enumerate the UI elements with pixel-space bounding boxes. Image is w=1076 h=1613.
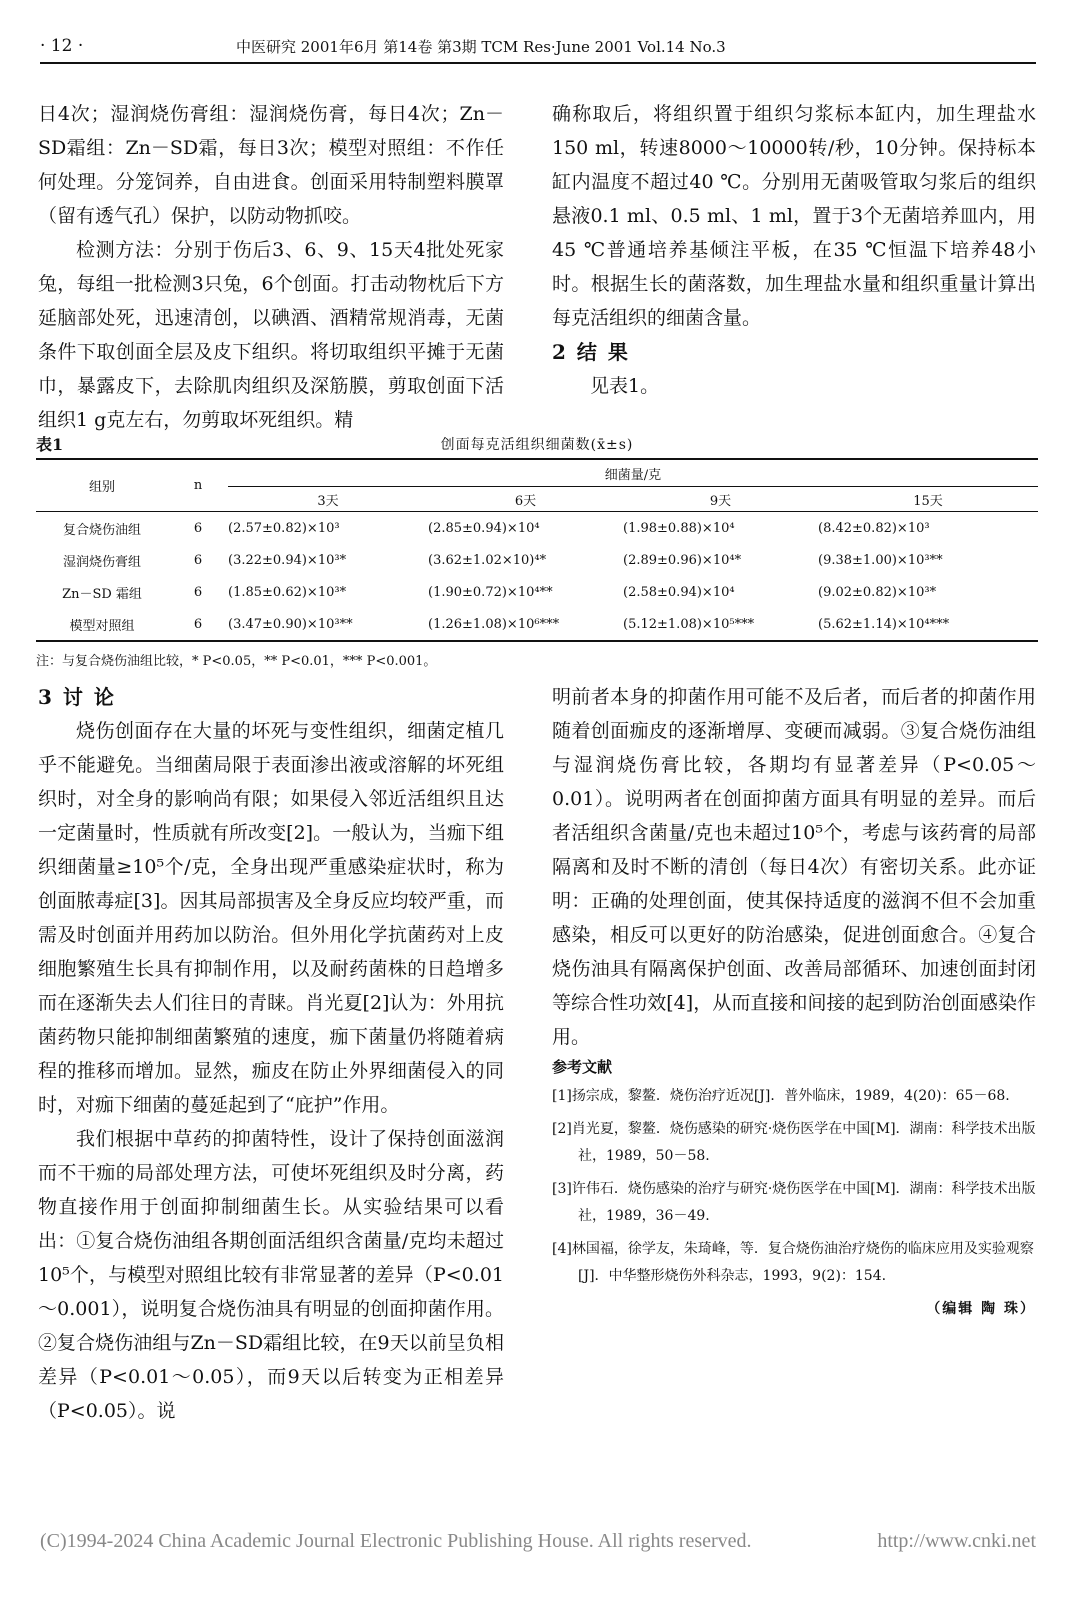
table-label: 表1: [36, 435, 64, 454]
header-day: 3天: [228, 487, 428, 512]
cell-n: 6: [193, 520, 203, 536]
paragraph: 见表1。: [590, 375, 660, 397]
cell-n: 6: [193, 552, 203, 568]
reference-item: [2]肖光夏，黎鳌．烧伤感染的研究·烧伤医学在中国[M]．湖南：科学技术出版社，1989，50－58.: [552, 1121, 1036, 1164]
references: [552, 1054, 1036, 1323]
cell-value: (8.42±0.82)×10³: [818, 520, 930, 536]
reference-item: [3]许伟石．烧伤感染的治疗与研究·烧伤医学在中国[M]．湖南：科学技术出版社，1989，36－49.: [552, 1181, 1036, 1224]
header-bacteria: 细菌量/克: [228, 459, 1038, 487]
cell-value: (3.47±0.90)×10³**: [228, 616, 353, 632]
cell-n: 6: [193, 616, 203, 632]
paragraph: 确称取后，将组织置于组织匀浆标本缸内，加生理盐水150 ml，转速8000～10000转/秒，10分钟。保持标本缸内温度不超过40 ℃。分别用无菌吸管取匀浆后的组织悬液0.1 ml、0.5 ml、1 ml，置于3个无菌培养皿内，用45 ℃普通培养基倾注平板，在35 ℃恒温下培养48小时。根据生长的菌落数，加生理盐水量和组织重量计算出每克活组织的细菌含量。: [552, 103, 1036, 329]
header-day: 9天: [623, 487, 818, 512]
body-column-1: [38, 97, 504, 437]
cell-value: (2.89±0.96)×10⁴*: [623, 552, 742, 568]
table-title: 创面每克活组织细菌数(x̄±s): [440, 437, 634, 453]
cell-n: 6: [193, 584, 203, 600]
header-day: 15天: [818, 487, 1038, 512]
cell-group: 湿润烧伤膏组: [62, 554, 141, 570]
body-column-3: [38, 680, 504, 1428]
references-heading: 参考文献: [552, 1058, 613, 1076]
cell-value: (5.12±1.08)×10⁵***: [623, 616, 755, 632]
cell-value: (5.62±1.14)×10⁴***: [818, 616, 950, 632]
bacteria-table: [36, 458, 1038, 642]
cell-value: (1.85±0.62)×10³*: [228, 584, 347, 600]
section-heading-results: 2 结 果: [552, 340, 630, 364]
body-column-2: [552, 97, 1036, 403]
section-heading-discussion: 3 讨 论: [38, 685, 116, 709]
cell-group: Zn－SD 霜组: [62, 586, 142, 602]
paragraph: 我们根据中草药的抑菌特性，设计了保持创面滋润而不干痂的局部处理方法，可使坏死组织及时分离，药物直接作用于创面抑制细菌生长。从实验结果可以看出：①复合烧伤油组各期创面活组织含菌量/克均未超过10⁵个，与模型对照组比较有非常显著的差异（P<0.01～0.001），说明复合烧伤油具有明显的创面抑菌作用。②复合烧伤油组与Zn－SD霜组比较，在9天以前呈负相差异（P<0.01～0.05），而9天以后转变为正相差异（P<0.05）。说: [38, 1128, 504, 1422]
copyright-notice: (C)1994-2024 China Academic Journal Electronic Publishing House. All rights reserved.: [40, 1530, 752, 1552]
paragraph: 明前者本身的抑菌作用可能不及后者，而后者的抑菌作用随着创面痂皮的逐渐增厚、变硬而减弱。③复合烧伤油组与湿润烧伤膏比较，各期均有显著差异（P<0.05～0.01）。说明两者在创面抑菌方面具有明显的差异。而后者活组织含菌量/克也未超过10⁵个，考虑与该药膏的局部隔离和及时不断的清创（每日4次）有密切关系。此亦证明：正确的处理创面，使其保持适度的滋润不但不会加重感染，相反可以更好的防治感染，促进创面愈合。④复合烧伤油具有隔离保护创面、改善局部循环、加速创面封闭等综合性功效[4]，从而直接和间接的起到防治创面感染作用。: [552, 686, 1036, 1048]
reference-item: [4]林国福，徐学友，朱琦峰，等．复合烧伤油治疗烧伤的临床应用及实验观察[J]．中华整形烧伤外科杂志，1993，9(2)：154.: [552, 1241, 1034, 1284]
header-day: 6天: [428, 487, 623, 512]
cell-value: (1.98±0.88)×10⁴: [623, 520, 735, 536]
cell-value: (2.58±0.94)×10⁴: [623, 584, 735, 600]
paragraph: 烧伤创面存在大量的坏死与变性组织，细菌定植几乎不能避免。当细菌局限于表面渗出液或溶解的坏死组织时，对全身的影响尚有限；如果侵入邻近活组织且达一定菌量时，性质就有所改变[2]。一般认为，当痂下组织细菌量≥10⁵个/克，全身出现严重感染症状时，称为创面脓毒症[3]。因其局部损害及全身反应均较严重，而需及时创面并用药加以防治。但外用化学抗菌药对上皮细胞繁殖生长具有抑制作用，以及耐药菌株的日趋增多而在逐渐失去人们往日的青睐。肖光夏[2]认为：外用抗菌药物只能抑制细菌繁殖的速度，痂下菌量仍将随着病程的推移而增加。显然，痂皮在防止外界细菌侵入的同时，对痂下细菌的蔓延起到了“庇护”作用。: [38, 720, 504, 1116]
table-row: [36, 576, 1038, 608]
body-column-4: [552, 680, 1036, 1323]
table-1: [36, 428, 1038, 669]
table-row: [36, 544, 1038, 576]
editor-credit: （编辑 陶 珠）: [926, 1301, 1036, 1317]
cell-value: (1.26±1.08)×10⁶***: [428, 616, 560, 632]
cell-group: 复合烧伤油组: [62, 522, 141, 538]
reference-item: [1]扬宗成，黎鳌．烧伤治疗近况[J]．普外临床，1989，4(20)：65－68.: [552, 1088, 1010, 1104]
header-rule: [40, 62, 1036, 64]
cell-value: (3.62±1.02×10)⁴*: [428, 552, 547, 568]
page-number: · 12 ·: [40, 36, 84, 56]
cell-value: (9.02±0.82)×10³*: [818, 584, 937, 600]
header-n: n: [168, 459, 228, 512]
table-note: 注：与复合烧伤油组比较，* P<0.05，** P<0.01，*** P<0.001。: [36, 654, 437, 669]
table-row: [36, 512, 1038, 545]
cell-value: (3.22±0.94)×10³*: [228, 552, 347, 568]
page-header: [40, 30, 1036, 64]
cell-value: (1.90±0.72)×10⁴**: [428, 584, 553, 600]
cell-value: (2.85±0.94)×10⁴: [428, 520, 540, 536]
paragraph: 检测方法：分别于伤后3、6、9、15天4批处死家兔，每组一批检测3只兔，6个创面。打击动物枕后下方延脑部处死，迅速清创，以碘酒、酒精常规消毒，无菌条件下取创面全层及皮下组织。将切取组织平摊于无菌巾，暴露皮下，去除肌肉组织及深筋膜，剪取创面下活组织1 g克左右，勿剪取坏死组织。精: [38, 239, 504, 431]
journal-info: 中医研究 2001年6月 第14卷 第3期 TCM Res·June 2001 Vol.14 No.3: [236, 38, 726, 56]
cell-value: (2.57±0.82)×10³: [228, 520, 340, 536]
table-caption: [36, 428, 1038, 458]
header-group: 组别: [36, 459, 168, 512]
cell-group: 模型对照组: [69, 618, 135, 634]
footer-url: http://www.cnki.net: [877, 1530, 1036, 1552]
paragraph: 日4次；湿润烧伤膏组：湿润烧伤膏，每日4次；Zn－SD霜组：Zn－SD霜，每日3次；模型对照组：不作任何处理。分笼饲养，自由进食。创面采用特制塑料膜罩（留有透气孔）保护，以防动物抓咬。: [38, 103, 504, 227]
cell-value: (9.38±1.00)×10³**: [818, 552, 943, 568]
table-row: [36, 608, 1038, 641]
